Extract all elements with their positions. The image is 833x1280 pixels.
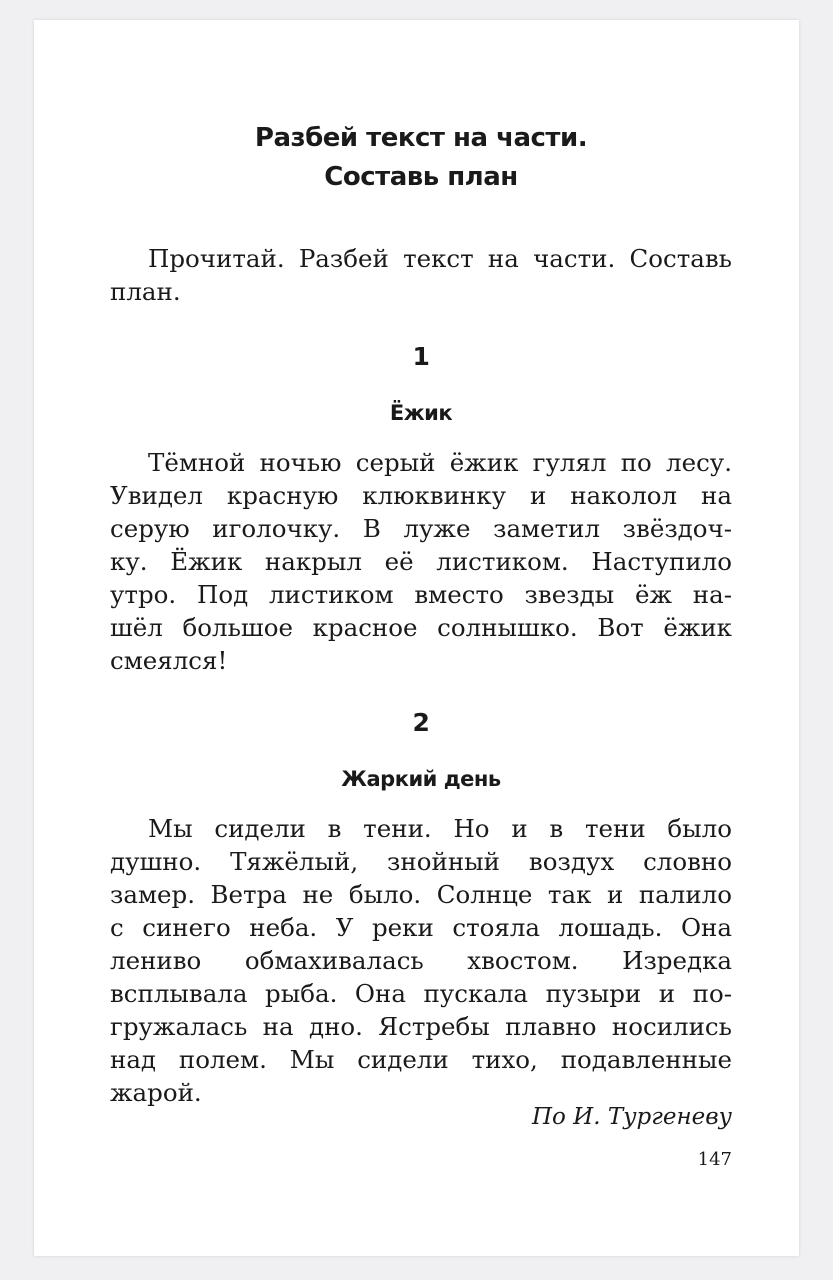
book-page	[34, 20, 799, 1256]
text-line: лениво обмахивалась хвостом. Изредка	[110, 946, 732, 975]
text-line: серую иголочку. В луже заметил звёздоч-	[110, 514, 732, 543]
text-1-title: Ёжик	[389, 401, 453, 425]
text-1-number: 1	[412, 342, 430, 371]
text-line: смеялся!	[110, 646, 228, 675]
page-number: 147	[697, 1149, 732, 1170]
text-line: жарой.	[110, 1078, 202, 1107]
text-line: Мы сидели в тени. Но и в тени было	[148, 814, 732, 843]
text-line: шёл большое красное солнышко. Вот ёжик	[110, 613, 732, 642]
text-line: замер. Ветра не было. Солнце так и палило	[110, 880, 732, 909]
text-line: гружалась на дно. Ястребы плавно носились	[110, 1012, 732, 1041]
text-2-title: Жаркий день	[341, 767, 501, 791]
text-2-attribution: По И. Тургеневу	[531, 1104, 732, 1130]
page-title-line-1: Разбей текст на части.	[254, 123, 588, 153]
text-2-number: 2	[412, 708, 430, 737]
text-line: Увидел красную клюквинку и наколол на	[110, 481, 732, 510]
text-line: душно. Тяжёлый, знойный воздух словно	[110, 847, 732, 876]
instruction-line: план.	[110, 277, 181, 306]
text-1-body	[110, 446, 732, 677]
text-line: утро. Под листиком вместо звезды ёж на-	[110, 580, 732, 609]
text-line: с синего неба. У реки стояла лошадь. Она	[110, 913, 732, 942]
text-line: над полем. Мы сидели тихо, подавленные	[110, 1045, 732, 1074]
text-2-body	[110, 812, 732, 1109]
text-line: всплывала рыба. Она пускала пузыри и по-	[110, 979, 732, 1008]
instruction-line: Прочитай. Разбей текст на части. Составь	[148, 244, 732, 273]
instruction-paragraph	[110, 242, 732, 308]
text-line: ку. Ёжик накрыл её листиком. Наступило	[110, 547, 732, 576]
text-line: Тёмной ночью серый ёжик гулял по лесу.	[148, 448, 732, 477]
page-title-line-2: Составь план	[324, 162, 518, 192]
